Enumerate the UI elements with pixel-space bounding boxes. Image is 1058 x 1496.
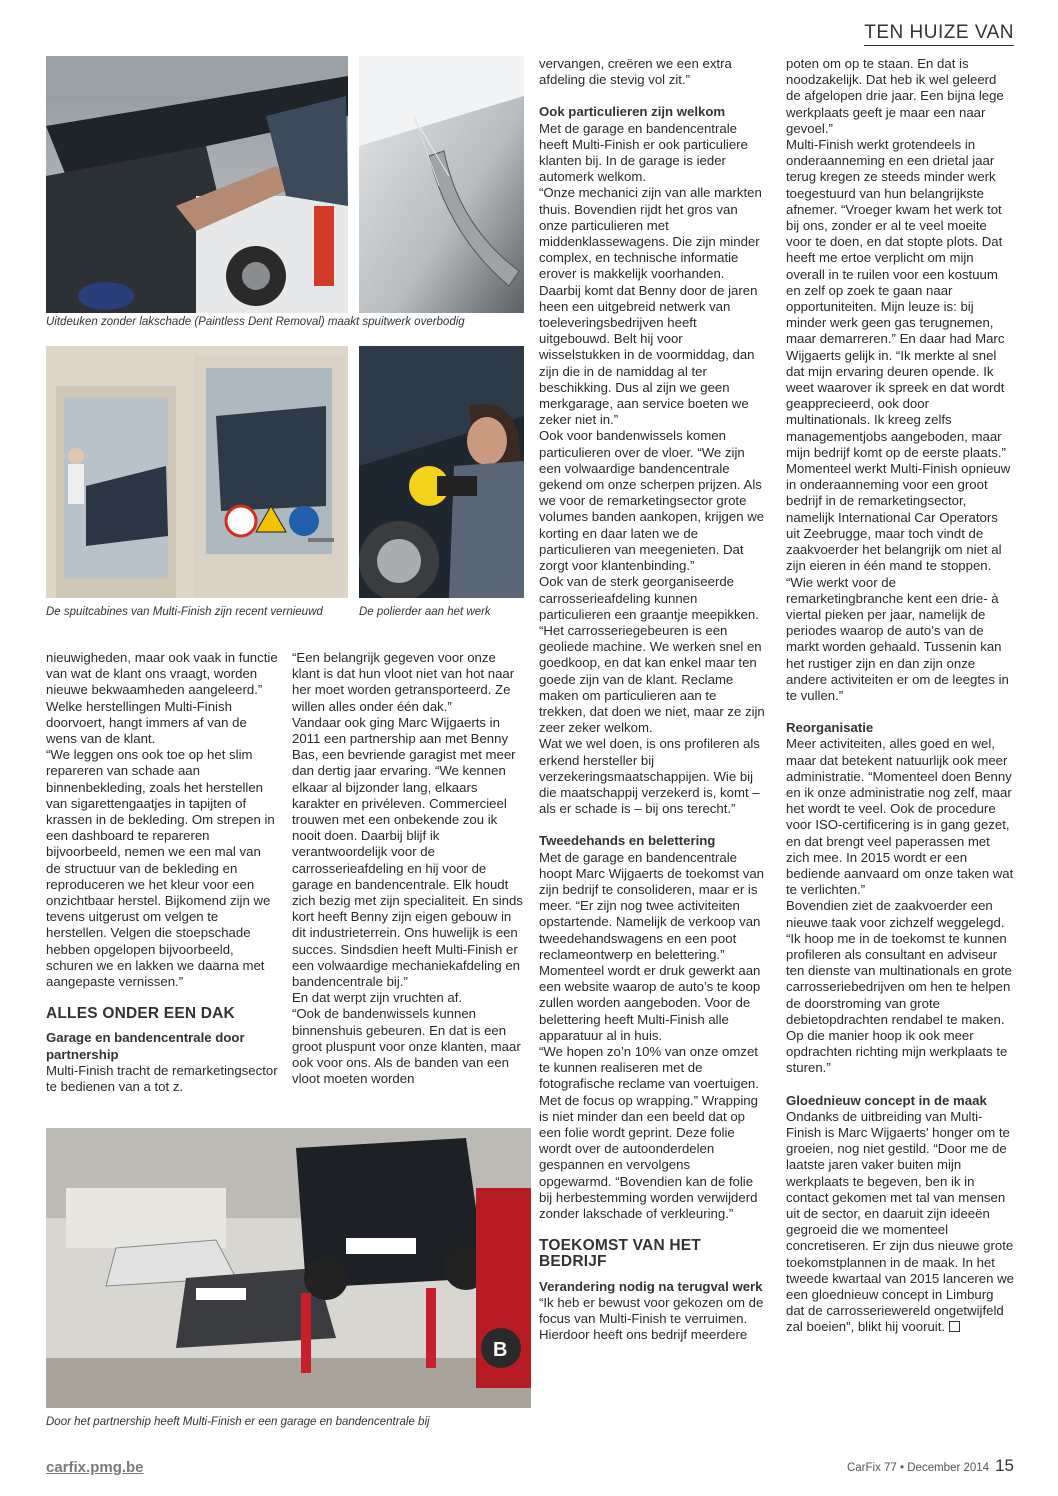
- paragraph: Met de garage en bandencentrale heeft Multi-Finish er ook particuliere klanten bij. In de garage is ieder automerk welkom.: [539, 120, 748, 185]
- paragraph: “Ook de bandenwissels kunnen binnenshuis gebeuren. En dat is een groot pluspunt voor onze klanten, maar ook voor ons. Als de banden van een vloot moeten worden: [292, 1006, 521, 1087]
- paragraph: Bovendien ziet de zaakvoerder een nieuwe taak voor zichzelf weggelegd. “Ik hoop me in de toekomst te kunnen profileren als consultant en adviseur ten dienste van multinationals en grote carrosseriebedrijven om hen te helpen de doorstroming van grote debietopdrachten rendabel te maken. Op die manier hoop ik ook meer opdrachten richting mijn werkplaats te sturen.”: [786, 898, 1012, 1076]
- paragraph: Momenteel werkt Multi-Finish opnieuw in onderaanneming voor een groot bedrijf in de remarketingsector, namelijk International Car Operators uit Zeebrugge, maar toch vindt de zaakvoerder het belangrijk om niet al zijn eieren in één mand te stoppen.: [786, 461, 1011, 574]
- paragraph: “Een belangrijk gegeven voor onze klant is dat hun vloot niet van hot naar her moet worden getransporteerd. Ze willen alles onder één dak.”: [292, 650, 515, 714]
- garage-caption: Door het partnership heeft Multi-Finish er een garage en bandencentrale bij: [46, 1416, 430, 1428]
- paragraph: Wat we wel doen, is ons profileren als erkend hersteller bij verzekeringsmaatschappijen. Wie bij die maatschappij verzekerd is, komt – als er schade is – bij ons terecht.”: [539, 736, 760, 817]
- paint-booth-photo: [46, 346, 348, 598]
- site-link[interactable]: carfix.pmg.be: [46, 1459, 144, 1476]
- paragraph: Meer activiteiten, alles goed en wel, maar dat betekent natuurlijk ook meer administratie. “Momenteel doen Benny en ik onze administratie nog zelf, maar het wordt te veel. Ook de procedure voor ISO-certificering is in gang gezet, en dat brengt veel paperassen met zich mee. In 2015 wordt er een bediende aanvaard om onze taken wat te verlichten.”: [786, 736, 1014, 898]
- paragraph-final: [786, 1109, 1014, 1336]
- page-number: 15: [995, 1456, 1014, 1475]
- footer-issue: [847, 1456, 1014, 1476]
- column-1: [46, 650, 278, 1095]
- paragraph: “Wie werkt voor de remarketingbranche kent een drie- à viertal pieken per jaar, namelijk de periodes waarop de auto’s van de markt worden gehaald. Tussenin kan het rustiger zijn en dan zijn onze andere activiteiten er om de leegtes in te vullen.”: [786, 574, 1009, 703]
- paragraph: “Onze mechanici zijn van alle markten thuis. Bovendien rijdt het gros van onze particulieren met middenklassewagens. Die zijn minder complex, en technische informatie erover is makkelijk voorhanden. Daarbij komt dat Benny door de jaren heen een uitgebreid netwerk van toeleveringsbedrijven heeft uitgebouwd. Belt hij voor wisselstukken in de voormiddag, dan zijn die in de namiddag al ter beschikking. Dus al zijn we geen merkgarage, aan service boeten we zeker niet in.”: [539, 185, 762, 428]
- paragraph: vervangen, creëren we een extra afdeling die stevig vol zit.”: [539, 56, 732, 88]
- subheading: Verandering nodig na terugval werk: [539, 1278, 763, 1294]
- paragraph: Multi-Finish tracht de remarketingsector te bedienen van a tot z.: [46, 1062, 278, 1095]
- paragraph: “We leggen ons ook toe op het slim repareren van schade aan binnenbekleding, zoals het herstellen van sigarettengaatjes in tapijten of krassen in de bekleding. Om strepen in een dashboard te repareren bijvoorbeeld, nemen we een mal van de structuur van de bekleding en reproduceren we het kleur voor een onzichtbaar herstel. Bijkomend zijn we tevens uitgerust om velgen te herstellen. Velgen die stoepschade hebben opgelopen bijvoorbeeld, schuren we en lakken we daarna met aangepaste vernissen.”: [46, 747, 275, 990]
- section-tag: TEN HUIZE VAN: [864, 22, 1014, 46]
- paint-booth-caption: De spuitcabines van Multi-Finish zijn recent vernieuwd: [46, 606, 323, 618]
- section-heading: ALLES ONDER EEN DAK: [46, 1005, 235, 1023]
- paragraph: poten om op te staan. En dat is noodzakelijk. Dat heb ik wel geleerd de afgelopen drie jaar. Een bijna lege werkplaats geeft je maar een naar gevoel.”: [786, 56, 1004, 136]
- section-heading: TOEKOMST VAN HET BEDRIJF: [539, 1237, 701, 1271]
- polisher-photo: [359, 346, 524, 598]
- dent-removal-photo: [46, 56, 348, 313]
- paragraph: nieuwigheden, maar ook vaak in functie van wat de klant ons vraagt, worden nieuwe bekwaamheden aangeleerd.” Welke herstellingen Multi-Finish doorvoert, hangt immers af van de wens van de klant.: [46, 650, 278, 747]
- paragraph: Met de garage en bandencentrale hoopt Marc Wijgaerts de toekomst van zijn bedrijf te consolideren, maar er is meer. “Er zijn nog twee activiteiten opstartende. Namelijk de verkoop van tweedehandswagens en een poot reclameontwerp en belettering.” Momenteel wordt er druk gewerkt aan een website waarop de auto’s te koop zullen worden aangeboden. Voor de belettering heeft Multi-Finish alle apparatuur al in huis.: [539, 849, 765, 1043]
- column-4: [786, 56, 1014, 1336]
- paragraph: “Ik heb er bewust voor gekozen om de focus van Multi-Finish te verruimen. Hierdoor heeft ons bedrijf meerdere: [539, 1294, 764, 1343]
- column-3: [539, 56, 765, 1343]
- issue-label: CarFix 77 • December 2014: [846, 1462, 990, 1474]
- garage-photo: [46, 1128, 531, 1408]
- subheading: Reorganisatie: [786, 720, 874, 736]
- end-mark-icon: [949, 1321, 960, 1332]
- svg-text:B: B: [493, 1339, 508, 1361]
- polisher-caption: De polierder aan het werk: [359, 606, 491, 618]
- subheading: Garage en bandencentrale door partnership: [46, 1030, 245, 1062]
- subheading: Tweedehands en belettering: [539, 833, 716, 849]
- paragraph: Multi-Finish werkt grotendeels in onderaanneming en een drietal jaar terug kregen ze steeds minder werk toegestuurd van hun belangrijkste afnemer. “Vroeger kwam het werk tot bij ons, zonder er al te veel moeite voor te doen, en dat stopte plots. Dat heeft me ertoe verplicht om mijn overall in te ruilen voor een kostuum en zelf op zoek te gaan naar opportuniteiten. Mijn leuze is: bij minder werk geen gas terugnemen, maar demarreren.” En daar had Marc Wijgaerts gelijk in. “Ik merkte al snel dat mijn ervaring deuren opende. Ik weet waarover ik spreek en dat wordt geapprecieerd, ook door multinationals. Ik kreeg zelfs managementjobs aangeboden, maar mijn bedrijf komt op de eerste plaats.”: [786, 137, 1006, 460]
- column-2: [292, 650, 524, 1087]
- paragraph: Ook voor bandenwissels komen particulieren over de vloer. “We zijn een volwaardige bandencentrale gekend om onze scherpen prijzen. Als we voor de remarketingsector grote volumes banden aankopen, krijgen we korting en daar laten we de particulieren van meegenieten. Dat zorgt voor klantenbinding.”: [539, 428, 765, 574]
- dent-tool-photo: [359, 56, 524, 313]
- paragraph: Ook van de sterk georganiseerde carrosserieafdeling kunnen particulieren een graantje meepikken. “Het carrosseriegebeuren is een geoliede machine. We werken snel en goedkoop, en dat kan enkel maar ten goede zijn van de klant. Reclame maken om particulieren aan te trekken, dat doen we niet, maar ze zijn zeer zeker welkom.: [539, 574, 765, 736]
- paragraph: “We hopen zo’n 10% van onze omzet te kunnen realiseren met de fotografische reclame van voertuigen. Met de focus op wrapping.” Wrapping is niet minder dan een beeld dat op een folie wordt geprint. Deze folie wordt over de autoonderdelen gespannen en vervolgens opgewarmd. “Bovendien kan de folie bij herbestemming worden verwijderd zonder lakschade of verkleuring.”: [539, 1043, 759, 1222]
- paragraph: Vandaar ook ging Marc Wijgaerts in 2011 een partnership aan met Benny Bas, een bevriende garagist met meer dan dertig jaar ervaring. “We kennen elkaar al bijzonder lang, elkaars karakter en privéleven. Commercieel trouwen met een onbekende zou ik nooit doen. Daarbij blijf ik verantwoordelijk voor de carrosserieafdeling en hij voor de garage en bandencentrale. Elk houdt zich bezig met zijn specialiteit. En sinds kort heeft Benny zijn eigen gebouw in dit industrieterrein. Ons huwelijk is een succes. Sindsdien heeft Multi-Finish er een volwaardige mechaniekafdeling en bandencentrale bij.”: [292, 714, 523, 990]
- paragraph: Ondanks de uitbreiding van Multi-Finish is Marc Wijgaerts' honger om te groeien, nog niet gestild. “Door me de laatste jaren vaker buiten mijn werkplaats te begeven, ben ik in contact gekomen met tal van mensen uit de sector, en daaruit zijn ideeën gegroeid die we momenteel concretiseren. Er zijn dus nieuwe grote toekomstplannen in de maak. In het tweede kwartaal van 2015 lanceren we een gloednieuw concept in Limburg dat de carrosseriewereld ongetwijfeld zal boeien”, blikt hij vooruit.: [786, 1108, 1014, 1335]
- subheading: Ook particulieren zijn welkom: [539, 104, 726, 120]
- subheading: Gloednieuw concept in de maak: [786, 1092, 987, 1108]
- paragraph: En dat werpt zijn vruchten af.: [292, 990, 463, 1006]
- dent-removal-caption: Uitdeuken zonder lakschade (Paintless Dent Removal) maakt spuitwerk overbodig: [46, 316, 465, 328]
